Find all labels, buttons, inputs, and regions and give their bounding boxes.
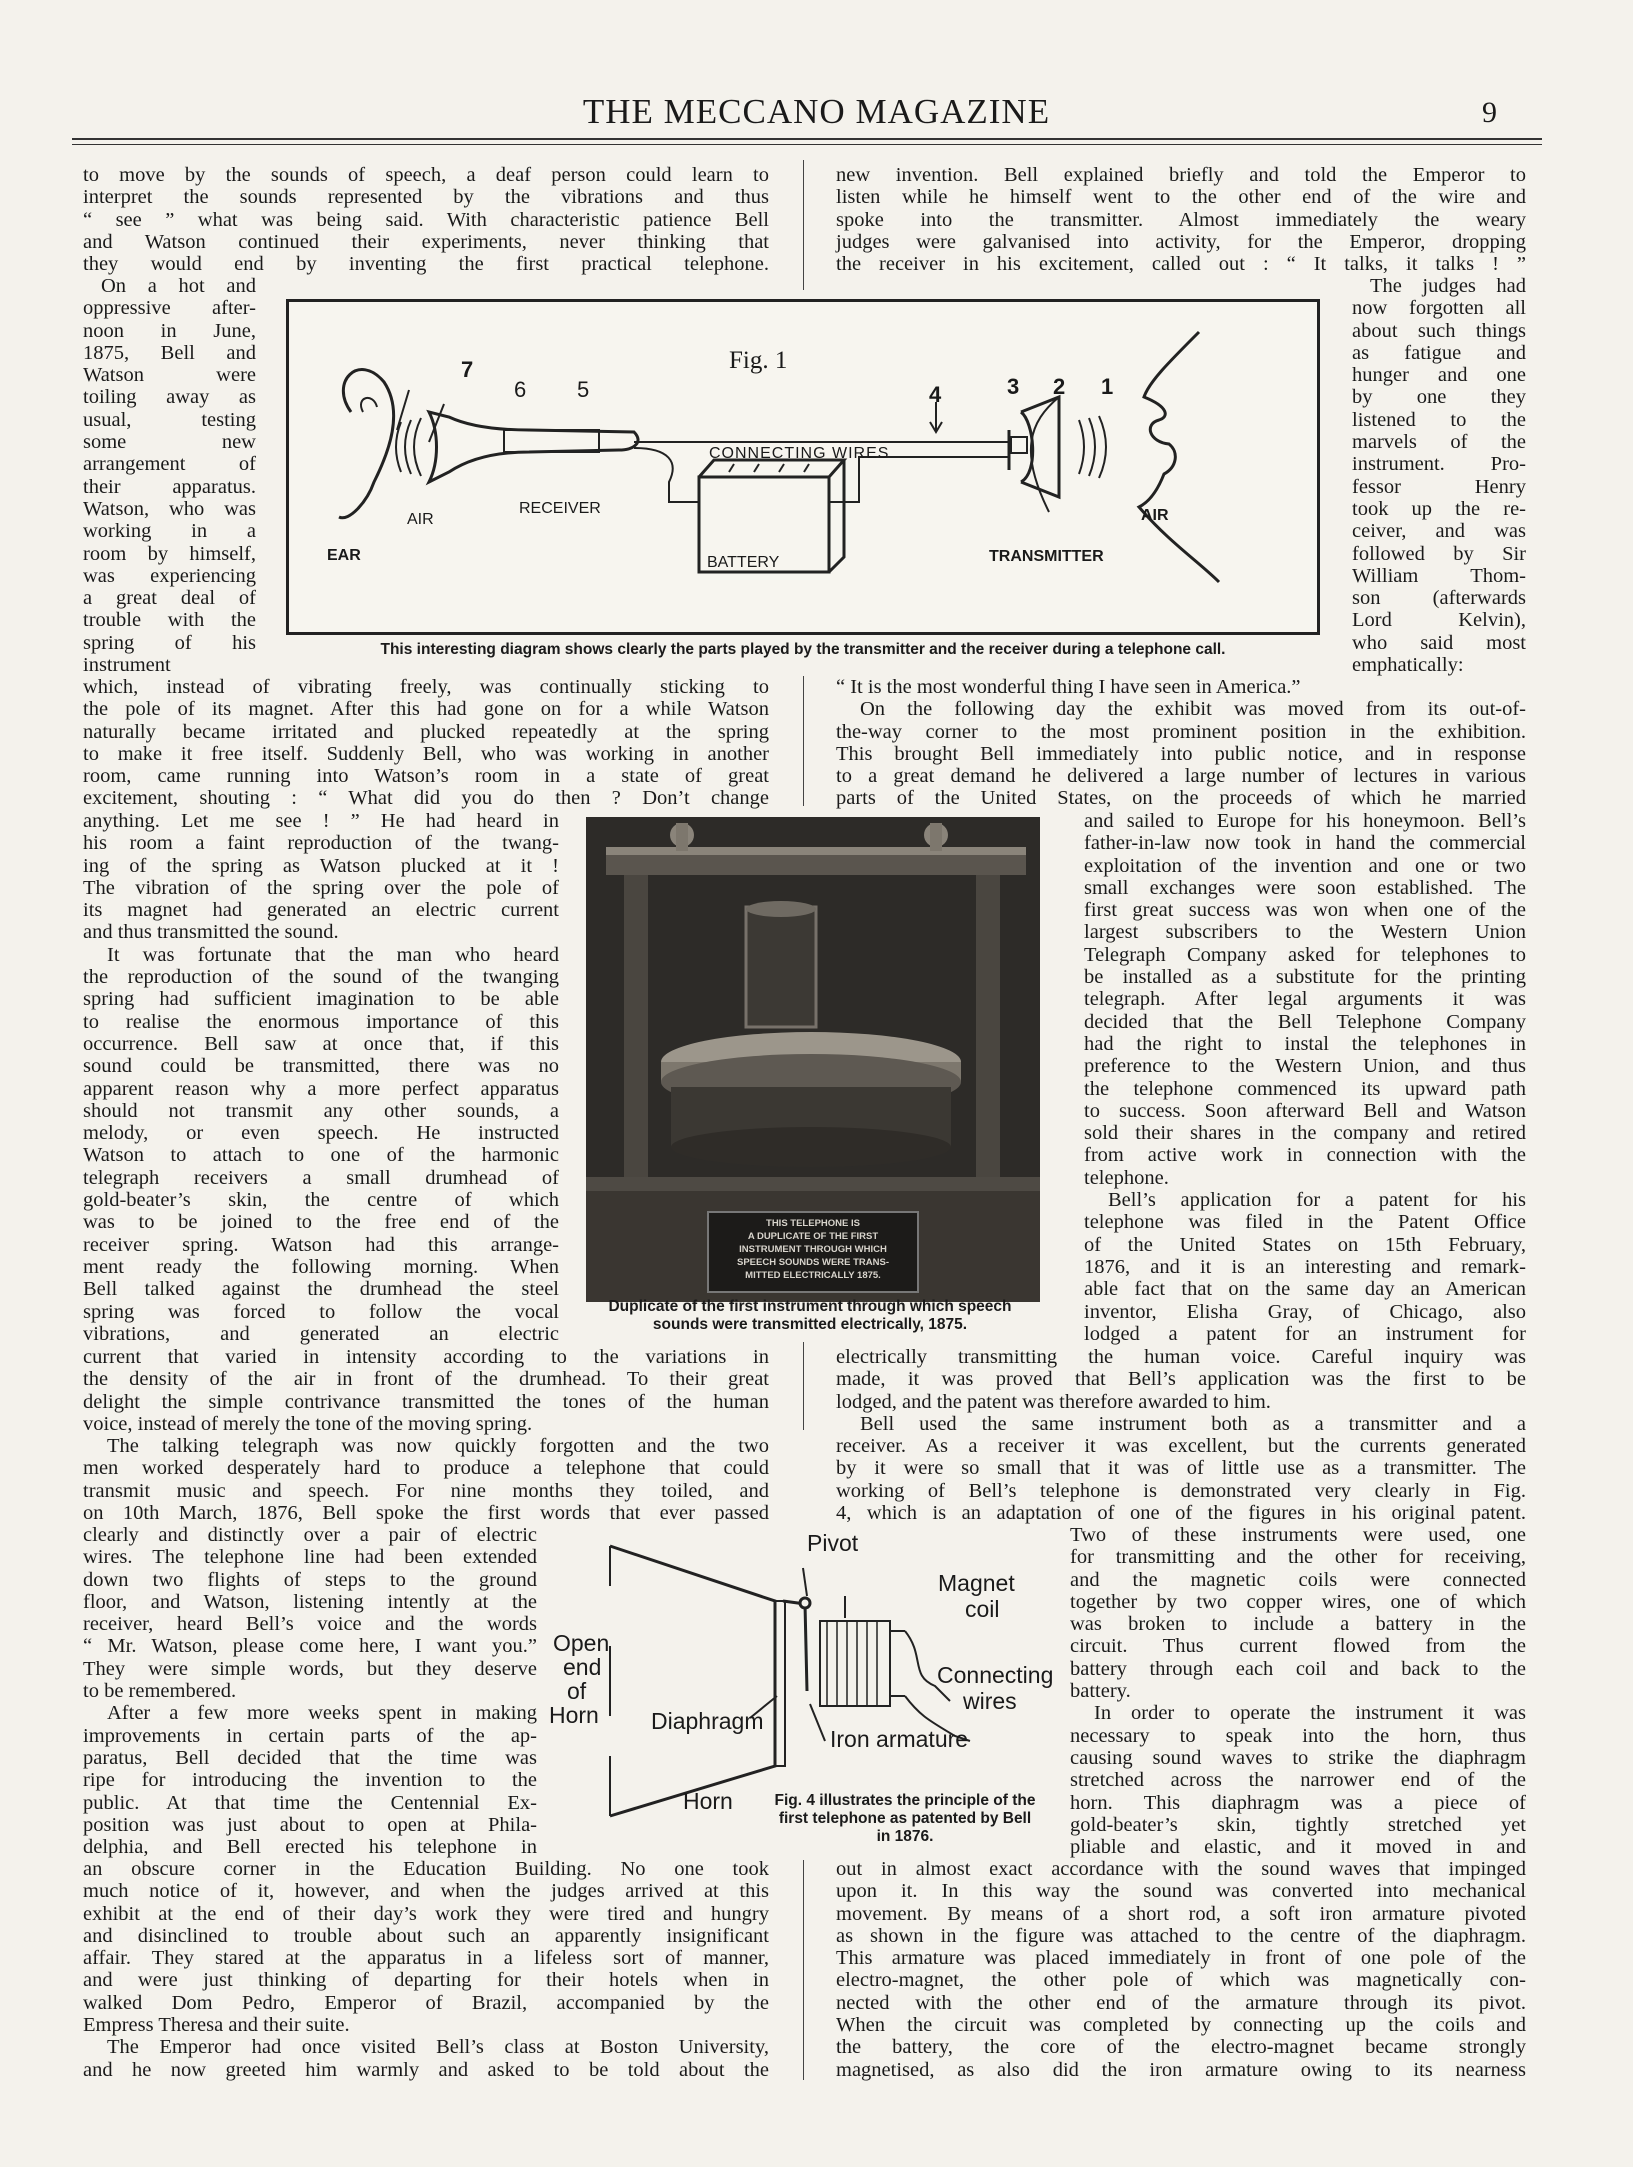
fig1-label-air-right: AIR [1141,507,1169,524]
right-mid2-text: electrically transmitting the human voice. Careful inquiry was made, it was proved that Bell’s application was the first to be lodged, and the patent was therefore awarded to him. Bell used the same instrument both as a transmitter and a receiver. As a receiver it was excellent, but the currents generated by it were so small that it was of little use as a transmitter. The working of Bell’s telephone is demonstrated very clearly in Fig. 4, which is an adaptation of one of the figures in his original patent. [836,1346,1526,1525]
fig1-label-7: 7 [461,357,474,382]
fig1-label-transmitter: TRANSMITTER [989,548,1104,565]
fig1-label-6: 6 [514,377,527,402]
photo-caption: Duplicate of the first instrument through which speech sounds were transmitted electrically, 1875. [608,1298,1012,1333]
fig1-label-air-left: AIR [407,511,434,528]
page-number: 9 [1482,96,1497,129]
fig1-label-receiver: RECEIVER [519,500,601,517]
fig4-label-horn: Horn [683,1788,733,1814]
horn-outline [610,1546,775,1816]
fig4-label-end: end [563,1654,602,1680]
column-divider [803,1342,804,1430]
left-wrap-text: On a hot and oppressive after- noon in June, 1875, Bell and Watson were toiling away as usual, testing some new arrangement of their apparatus. Watson, who was working in a room by himself, was experiencing a great deal of trouble with the spring of his instrument [83,275,256,677]
fig1-label-connecting-wires: CONNECTING WIRES [709,445,890,462]
fig4-label-coil: coil [965,1596,1000,1622]
right-photo-wrap-text: and sailed to Europe for his honeymoon. Bell’s father-in-law now took in hand the commercial exploitation of the invention and one or two small exchanges were soon established. The first great success was won when one of the largest subscribers to the Western Union Telegraph Company asked for telephones to be installed as a substitute for the printing telegraph. After legal arguments it was decided that the Bell Telephone Company had the right to instal the telephones in preference to the Western Union, and thus the telephone commenced its upward path to success. Soon afterward Bell and Watson sold their shares in the company and retired from active work in connection with the telephone. Bell’s application for a patent for his telephone was filed in the Patent Office of the United States on 15th February, 1876, and it is an interesting and remark- able fact that on the same day an American inventor, Elisha Gray, of Chicago, also lodged a patent for an instrument for [1084,810,1526,1345]
fig4-label-wires: wires [963,1688,1017,1714]
receiver-icon [429,412,638,482]
fig4-label-diaphragm: Diaphragm [651,1708,764,1734]
fig4-label-of: of [567,1678,587,1704]
fig1-label-2: 2 [1053,374,1066,399]
left-fig4-wrap-text: clearly and distinctly over a pair of electric wires. The telephone line had been extended down two flights of steps to the ground floor, and Watson, listening intently at the receiver, heard Bell’s voice and the words “ Mr. Watson, please come here, I want you.” They were simple words, but they deserve to be remembered. After a few more weeks spent in making improvements in certain parts of the ap- paratus, Bell decided that the time was ripe for introducing the invention to the public. At that time the Centennial Ex- position was just about to open at Phila- delphia, and Bell erected his telephone in [83,1524,537,1859]
right-top-text: new invention. Bell explained briefly and told the Emperor to listen while he himself went to the other end of the wire and spoke into the transmitter. Almost immediately the weary judges were galvanised into activity, for the Emperor, dropping the receiver in his excitement, called out : “ It talks, it talks ! ” [836,164,1526,276]
transmitter-icon [1009,397,1059,497]
fig1-title: Fig. 1 [729,347,788,374]
right-mid-text: “ It is the most wonderful thing I have seen in America.” On the following day the exhibit was moved from its out-of- the-way corner to the most prominent position in the exhibition. This brought Bell immediately into public notice, and in response to a great demand he delivered a large number of lectures in various parts of the United States, on the proceeds of which he married [836,676,1526,810]
left-mid2-text: current that varied in intensity according to the variations in the density of the air in front of the drumhead. To their great delight the simple contrivance transmitted the tones of the human voice, instead of merely the tone of the moving spring. The talking telegraph was now quickly forgotten and the two men worked desperately hard to produce a telephone that could transmit music and speech. For nine months they toiled, and on 10th March, 1876, Bell spoke the first words that ever passed [83,1346,769,1525]
magazine-title: THE MECCANO MAGAZINE [582,92,1051,131]
header-rule [72,138,1542,140]
left-top-text: to move by the sounds of speech, a deaf person could learn to interpret the sounds represented by the vibrations and thus “ see ” what was being said. With characteristic patience Bell and Watson continued their experiments, never thinking that they would end by inventing the first practical telephone. [83,164,769,276]
fig4-label-iron-armature: Iron armature [830,1726,969,1752]
right-fig4-wrap-text: Two of these instruments were used, one for transmitting and the other for receiving, and the magnetic coils were connected together by two copper wires, one of which was broken to include a battery in the circuit. Thus current flowed from the battery through each coil and back to the battery. In order to operate the instrument it was necessary to speak into the horn, thus causing sound waves to strike the diaphragm stretched across the narrower end of the horn. This diaphragm was a piece of gold-beater’s skin, tightly stretched yet pliable and elastic, and it moved in and [1070,1524,1526,1859]
face-icon [1139,332,1219,582]
telephone-photo [586,817,1040,1302]
right-wrap-text: The judges had now forgotten all about such things as fatigue and hunger and one by one they listened to the marvels of the instrument. Pro- fessor Henry took up the re- ceiver, and was followed by Sir William Thom- son (afterwards Lord Kelvin), who said most emphatically: [1352,275,1526,677]
fig4-label-connecting: Connecting [937,1662,1054,1688]
right-bottom-text: out in almost exact accordance with the sound waves that impinged upon it. In this way the sound was converted into mechanical movement. By means of a short rod, a soft iron armature pivoted as shown in the figure was attached to the centre of the diaphragm. This armature was placed immediately in front of one pole of the electro-magnet, the other pole of which was magnetically con- nected with the other end of the armature through its pivot. When the circuit was completed by connecting up the coils and the battery, the core of the electro-magnet became strongly magnetised, as also did the iron armature owing to its nearness [836,1858,1526,2081]
fig4-label-open: Open [553,1630,610,1656]
fig4-caption: Fig. 4 illustrates the principle of the first telephone as patented by Bell in 1876. [774,1792,1036,1845]
left-mid-text: which, instead of vibrating freely, was continually sticking to the pole of its magnet. After this had gone on for a while Watson naturally became irritated and plucked repeatedly at the spring to make it free itself. Suddenly Bell, who was working in another room, came running into Watson’s room in a state of great excitement, shouting : “ What did you do then ? Don’t change [83,676,769,810]
fig1-diagram [286,299,1320,635]
column-divider [803,1860,804,2080]
fig1-label-1: 1 [1101,374,1114,399]
fig1-label-3: 3 [1007,374,1020,399]
ear-icon [339,370,394,518]
header-rule-thin [72,144,1542,145]
fig4-label-pivot: Pivot [807,1530,859,1556]
fig1-drawing [289,302,1317,632]
fig1-label-ear: EAR [327,547,361,564]
photo-plaque: THIS TELEPHONE IS A DUPLICATE OF THE FIRST INSTRUMENT THROUGH WHICH SPEECH SOUNDS WERE TRANS- MITTED ELECTRICALLY 1875. [736,1218,889,1281]
fig4-diagram [545,1526,1065,1826]
sound-waves-right [1079,420,1084,474]
column-divider [803,160,804,290]
fig4-label-magnet: Magnet [938,1570,1015,1596]
column-divider [803,676,804,806]
fig1-label-5: 5 [577,377,590,402]
left-bottom-text: an obscure corner in the Education Building. No one took much notice of it, however, and when the judges arrived at this exhibit at the end of their day’s work they were tired and hungry and disinclined to trouble about such an apparently insignificant affair. They stared at the apparatus in a lifeless sort of manner, and were just thinking of departing for their hotels when in walked Dom Pedro, Emperor of Brazil, accompanied by the Empress Theresa and their suite. The Emperor had once visited Bell’s class at Boston University, and he now greeted him warmly and asked to be told about the [83,1858,769,2081]
fig4-label-horn-word: Horn [549,1702,599,1728]
magnet-coil-icon [820,1621,890,1706]
fig1-label-battery: BATTERY [707,554,780,571]
armature-icon [783,1601,807,1691]
fig1-label-4: 4 [929,382,942,407]
fig1-caption: This interesting diagram shows clearly the parts played by the transmitter and the receiver during a telephone call. [380,641,1226,658]
left-photo-wrap-text: anything. Let me see ! ” He had heard in his room a faint reproduction of the twang- ing of the spring as Watson plucked at it ! The vibration of the spring over the pole of its magnet had generated an electric current and thus transmitted the sound. It was fortunate that the man who heard the reproduction of the sound of the twanging spring had sufficient imagination to be able to realise the enormous importance of this occurrence. Bell saw at once that, if this sound could be transmitted, there was no apparent reason why a more perfect apparatus should not transmit any other sounds, a melody, or even speech. He instructed Watson to attach to one of the harmonic telegraph receivers a small drumhead of gold-beater’s skin, the centre of which was to be joined to the free end of the receiver spring. Watson had this arrange- ment ready the following morning. When Bell talked against the drumhead the steel spring was forced to follow the vocal vibrations, and generated an electric [83,810,559,1345]
